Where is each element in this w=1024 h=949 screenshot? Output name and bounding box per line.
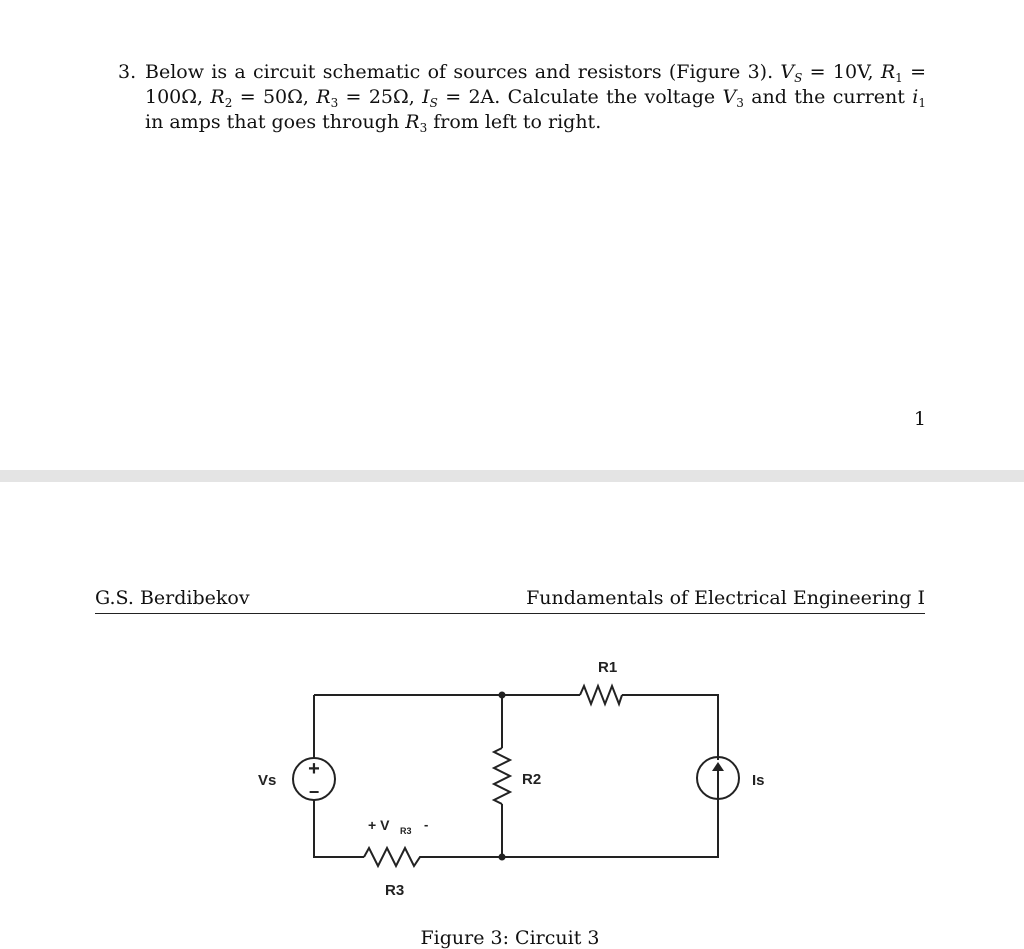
vs-bottom-wire xyxy=(314,800,364,857)
vr3-minus-label: - xyxy=(424,817,429,832)
i1-subscript: 1 xyxy=(918,96,926,110)
is-label: Is xyxy=(752,772,765,789)
r1-label: R1 xyxy=(598,659,618,676)
circuit-schematic xyxy=(0,482,1024,949)
vs-plus-sign: + xyxy=(308,758,320,780)
question-part-c: in amps that goes through xyxy=(145,111,400,133)
vs-minus-sign: − xyxy=(308,782,320,802)
vs-subscript: S xyxy=(794,71,803,85)
is-subscript: S xyxy=(429,96,438,110)
r3-question-symbol: R xyxy=(405,111,420,133)
bottom-right-wire xyxy=(502,790,718,857)
r3-subscript: 3 xyxy=(330,96,339,110)
vs-symbol: V xyxy=(780,61,795,83)
is-arrow-head-icon xyxy=(712,762,724,771)
is-value: 2A xyxy=(468,86,495,108)
vr3-subscript: R3 xyxy=(400,826,412,836)
problem-number: 3. xyxy=(118,61,137,83)
r3-question-subscript: 3 xyxy=(419,121,428,135)
r2-resistor xyxy=(494,748,510,804)
is-symbol: I xyxy=(422,86,430,108)
v3-subscript: 3 xyxy=(736,96,744,110)
r3-symbol: R xyxy=(316,86,331,108)
r1-symbol: R xyxy=(880,61,896,83)
figure-caption: Figure 3: Circuit 3 xyxy=(420,927,600,949)
vs-label: Vs xyxy=(258,772,277,789)
page-separator xyxy=(0,470,1024,482)
problem-3 xyxy=(118,60,926,135)
r3-resistor xyxy=(364,848,424,866)
header-course: Fundamentals of Electrical Engineering I xyxy=(526,587,925,609)
r1-subscript: 1 xyxy=(895,71,903,85)
v3-symbol: V xyxy=(722,86,737,108)
r2-subscript: 2 xyxy=(224,96,233,110)
r2-label: R2 xyxy=(522,771,542,788)
r2-value: 50Ω xyxy=(262,86,303,108)
node-bottom xyxy=(499,854,506,861)
i1-symbol: i xyxy=(912,86,919,108)
page-number: 1 xyxy=(913,408,926,430)
r3-value: 25Ω xyxy=(368,86,409,108)
question-part-a: Calculate the voltage xyxy=(507,86,716,108)
problem-text: Below is a circuit schematic of sources and resistors (Figure 3). $V_S = 10V$, $R_1 = 100\Omega$, $R_2 = 50\Omega$, $R_3 = 25\Omega$, $I_S = 2A$. Calculate the voltage $V_3$ and the current $i_1$ in amps that goes through $R_3$ from left to right. xyxy=(145,61,926,135)
r1-resistor xyxy=(580,686,622,704)
question-part-b: and the current xyxy=(751,86,905,108)
header-author: G.S. Berdibekov xyxy=(95,587,250,609)
r2-symbol: R xyxy=(210,86,225,108)
top-right-wire xyxy=(622,695,718,760)
vr3-plus-label: + V xyxy=(368,817,390,833)
problem-intro: Below is a circuit schematic of sources and resistors (Figure 3). xyxy=(145,61,774,83)
question-part-d: from left to right. xyxy=(433,111,602,133)
page-2 xyxy=(0,482,1024,949)
r3-label: R3 xyxy=(385,882,405,899)
page-1 xyxy=(0,0,1024,470)
r1-value: 100Ω xyxy=(145,86,198,108)
vs-value: 10V xyxy=(832,61,868,83)
node-top xyxy=(499,692,506,699)
